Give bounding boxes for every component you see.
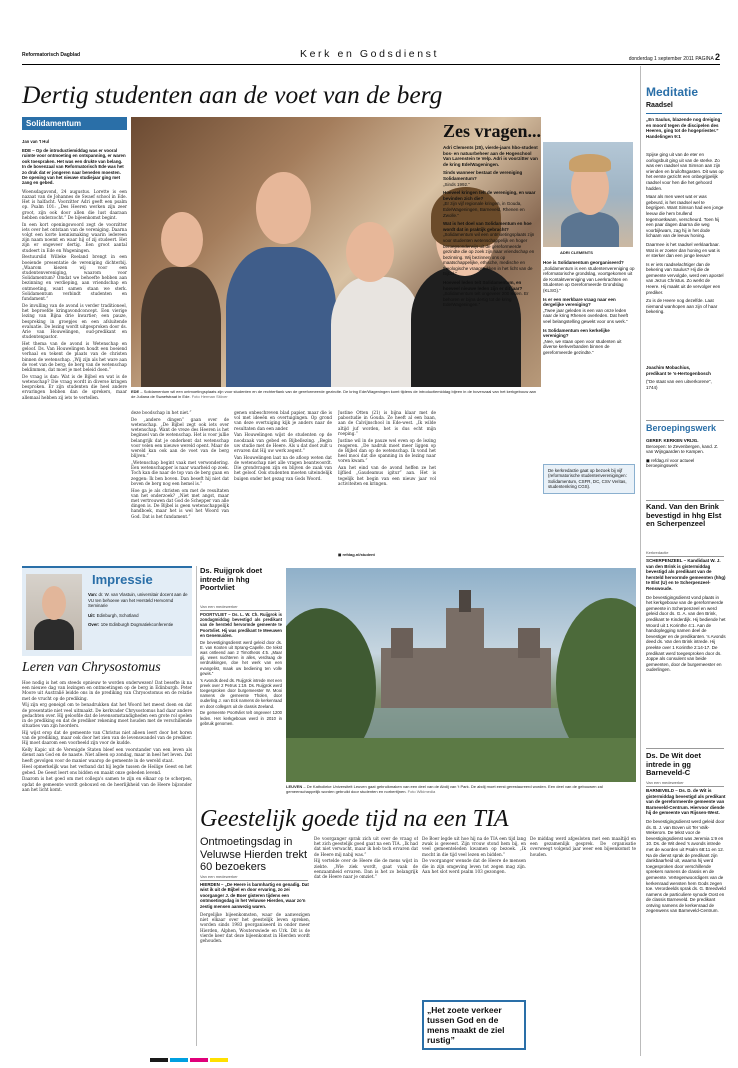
adri-photo-caption: ADRI CLEMENTS: [560, 250, 593, 255]
tia-col-4: [530, 836, 636, 1048]
author-photo: [26, 574, 82, 650]
body-para: deze boodschap in het niet.”: [131, 410, 192, 415]
tia-headline: Geestelijk goede tijd na een TIA: [200, 806, 509, 832]
impressie-over: 10e Edinburgh Dogmatiekconferentie: [100, 622, 174, 627]
impressie-heading: Leren van Chrysostomus: [22, 660, 161, 675]
info-box: De kerkredactie gaat op bezoek bij vijf (reformatorische studentenverenigingen: Solidamentum, CSFR, DC, CSV Veritas, studentenkring CGS).: [543, 464, 635, 494]
body-para: Daarom is het goed om met collega's samen te zijn en elkaar op te scherpen, opdat de gemeente wordt gebouwd en de heerlijkheid van de Heere bijzonder aan het licht komt.: [22, 776, 192, 792]
caption-label: LEUVEN: [286, 784, 303, 789]
abbey-photo: [286, 568, 636, 782]
body-para: Woensdagavond, 24 augustus. Lorette is een nazaat van de Johannes de Swaef school in Ede. Het is halfacht. Voorzitter Adri geeft een psalm op. Psalm 101: „Des Heeren werken zijn zeer groot, zijn ook door allen die lust daaraan hebben onderzocht.” De bijeenkomst begint.: [22, 188, 127, 220]
answer: „Nee, we staan open voor studenten uit diverse kerkverbanden binnen de gereformeerde gezindte.”: [543, 338, 622, 355]
question: Wat is het doel van Solidamentum en hoe wordt dat in praktijk gebracht?: [443, 221, 532, 232]
answer: „Er zijn vijf regionale kringen, in Gouda, Ede/Wageningen, Barneveld, Rhenen en Zwolle.”: [443, 201, 525, 218]
body-para: Maar als men weet wat er was gebeurd, is het raadsel wel te begrijpen. Want Simson had een jonge leeuw die hem brullend tegemoetkwam, verscheurd. Toen hij een paar dagen daarna die weg voorbijkwam, zag hij in het dode lichaam van de leeuw honing.: [646, 194, 724, 239]
masthead-date: [629, 52, 720, 62]
question: Hoeveel leden telt Solidamentum, en hoeveel nieuwe leden zijn er dit jaar?: [443, 280, 523, 291]
brink-body: [646, 558, 726, 743]
tia-col-1: [200, 882, 310, 1050]
dewit-text: De bevestigingsdienst werd geleid door ds. B. J. van Boven uit Ter Valk-Wekerom. De tekst voor de bevestigingsdienst was Jeremia 1:9 en 10. Ds. de Wit deed 's avonds intrede met de woorden uit Psalm 68:11 en 12. Na de dienst sprak de predikant zijn dankbaarheid uit, waarna hij werd toegesproken door verschillende sprekers namens de classis en de gemeente. Vertegenwoordigers van de kerkenraad wensten hem Gods zegen toe. Verordeelds sprak ds. G. Breedveld namens de particuliere synode Oost en de classis Barneveld. De predikant ontving namens de kerkenraad de zegenwens van Barneveld-Centrum.: [646, 818, 726, 914]
body-para: De vraag is dan: Wat is de Bijbel en wat is de wetenschap? Die vraag wordt in diverse kringen besproken. Er zijn studenten die heel andere ervaringen hebben dan de sprekers, maar allemaal hebben zij iets te vertellen.: [22, 373, 127, 400]
body-para: De bevestigingsdienst werd geleid door ds. E. van Kooten uit Sprang-Capelle. De tekst was ontleend aan 2 Timotheüs 4:5. „Maar gij, wees nuchteren in alles, verdraag de verdrukkingen, doe het werk van een evangelist, maak uw bediening ten volle gewis.”: [200, 639, 282, 676]
dewit-headline: Ds. De Wit doet intrede in gg Barneveld-C: [646, 751, 701, 777]
verse-text: „En Saulus, blazende nog dreiging en moord tegen de discipelen des Heeren, ging tot de hogepriester.”: [646, 117, 721, 134]
body-para: Spijse ging uit van de eter en oorlogsbuit ging uit van de sterke. Zo was een raadsel van Simson aan zijn vrienden en bruiloftsgasten. Dit was op het eerste gezicht een onbegrijpelijk raadsel voor hen die het gehoord hadden.: [646, 152, 724, 191]
body-para: De Boer legde uit hoe hij na de TIA een tijd lang zwak is geweest. Zijn vrouw stond hem bij, en veel gemeenteleden kwamen op bezoek. „Ik mocht in die tijd veel lezen en bidden.”: [422, 836, 526, 857]
body-para: Justine wil in de pauze wel even op de lezing reageren. „De nadruk moet meer liggen op de Bijbel dan op de wetenschap. Ik vond het heel mooi dat die spanning in de lezing naar voren kwam.”: [338, 437, 436, 464]
web-link[interactable]: ◼ refdag.nl voor actueel beroepingswerk: [646, 457, 695, 469]
color-bar-m: [190, 1058, 208, 1062]
body-para: De voorganger wensde dat de Heere de mensen die in zijn omgeving leven tot zegen mag zijn. Aan het slot werd psalm 103 gezongen.: [422, 858, 526, 874]
caption-label: EDE: [131, 389, 140, 394]
body-para: „Wetenschap begint vaak met verwondering. Een wetenschapper is naar waarheid op zoek. Toch kan die naar de top van de berg gaan en zeggen: Ik ben boven. Dan beseft hij niet dat boven de berg nog een hemel is.”: [131, 460, 229, 486]
color-bar-k: [150, 1058, 168, 1062]
main-headline: Dertig studenten aan de voet van de berg: [22, 80, 443, 109]
meditatie-title: Meditatie: [646, 85, 699, 99]
church-name: GEREF. KERKEN VRIJG.: [646, 438, 699, 443]
body-para: De „andere dingen” gaan over de wetenschap. „De Bijbel zegt ook iets over wetenschap. Want de vreze des Heeren is het beginsel van de wetenschap. Het is voor jullie belangrijk dat je onderkent dat wetenschap voor velen een nieuwe wereld opent. Maar de wereld kan ook aan de voet van de berg blijven.”: [131, 416, 229, 459]
answer: „Solidamentum telt ongeveer 200 leden. Er behoren er bijna dertig tot de kring Ede/Wageningen.”: [443, 291, 529, 308]
caption-text: Solidamentum wil een ontmoetingsplaats zijn voor studenten en de rechterflank van de gereformeerde gezindte. De kring Ede/Wageningen komt tijdens de introductiemiddag bijeen in de bovenzaal van het kerkgebouw aan de Juliana de Swaefstraat in Ede.: [131, 389, 537, 399]
interview-qa-2: [543, 260, 635, 460]
body-para: Dergelijke bijeenkomsten, waar de aanwezigen niet elkaar over het geestelijk leven spreken, worden sinds 1983 georganiseerd in onder meer Hierden, Alphen, Wouterswiede en Urk. Dit is de vierde keer dat deze bijeenkomst in Hierden wordt gehouden.: [200, 912, 310, 944]
meditatie-author: [646, 365, 724, 390]
main-article-left: [22, 148, 127, 603]
question: Hoeveel kringen telt de vereniging, en waar bevinden zich die?: [443, 190, 536, 201]
page-label: PAGINA: [695, 56, 714, 62]
ruijgrok-dateline: POORTVLIET – Ds. L. W. Ch. Ruijgrok is zondagmiddag bevestigd als predikant van de hersteld hervormde gemeente te Poortvliet. Hij was predikant te Meeuwen en Genemuiden.: [200, 612, 282, 638]
body-para: Hoe ga je als christen om met de resultaten van het onderzoek? „Niet met angst, maar met vertrouwen dat God de Schepper van alle dingen is. De Bijbel is geen wetenschappelijk handboek, maar het is wel het Woord van God. Dat is het fundament.”: [131, 487, 229, 519]
pull-quote: „Het zoete verkeer tussen God en de mens maakt de ziel rustig”: [422, 1000, 526, 1050]
body-para: Aan het eind van de avond heffen ze het lijflied „Gaudeamus igitur” aan. Het is tegelijk het begin van een nieuw jaar vol activiteiten en kringen.: [338, 465, 436, 486]
meditatie-subtitle: Raadsel: [646, 102, 673, 109]
interview-intro: Adri Clements (20), vierde-jaars hbo-student bos- en natuurbeheer aan de Hogeschool Van Larenstein te Velp. Adri is voorzitter van de kring Ede/Wageningen.: [443, 145, 538, 167]
tia-byline: Van een medewerker: [200, 874, 308, 881]
body-para: 's Avonds deed ds. Ruijgrok intrede met een preek over 2 Petrus 1:19. Ds. Ruijgrok werd toegesproken door burgemeester W. Mooi namens de gemeente Tholen, door ouderling J. van Eck namens de kerkenraad en door collega's uit de classis Zeeland.: [200, 677, 282, 709]
article-lead: EDE – Op de introductiemiddag was er vooral ruimte voor ontmoeting en ontspanning, er waren ook toespraken. Het was een drukte van belang. In de bovenzaal van Reformatorisch Ede was het zo druk dat er jongeren naar beneden moesten. De opening van het nieuwe studiejaar ging met zang en gebed.: [22, 148, 126, 186]
abbey-caption: LEUVEN – De Katholieke Universiteit Leuven gaat gebruikmaken van een deel van de Abdij van 't Park. De abdij moet eerst gerestaureerd worden. Een deel van de gebouwen zal gemeenschappelijk worden gebruikt door studenten en norbertijnen. Foto Wikimedia: [286, 784, 603, 794]
brink-text: De bevestigingsdienst vond plaats in het kerkgebouw van de gereformeerde gemeente in Scherpenzeel en werd geleid door ds. G. A. van den Brink, predikant te Kinderdijk. Hij bediende het Woord uit 1 Korinthe 4:1. Aan de handoplegging namen deel de bevestiger en de predikanten. 's Avonds deed ds. Van den Brink intrede. Hij preekte over 1 Korinthe 2:14-17. De predikant werd toegesproken door ds. Joppe als consulent van beide gemeenten, door de burgemeester en ouderlingen.: [646, 594, 726, 673]
meditatie-body: [646, 152, 724, 362]
color-bar-c: [170, 1058, 188, 1062]
question: Sinds wanneer bestaat de vereniging Solidamentum?: [443, 170, 523, 181]
body-para: Is er iets raadselachtiger dan de bekering van Saulus? Hij die de gemeente vervolgde, werd een apostel van Jezus Christus. Zo werkt de Heere. Hij maakt uit de vervolger een prediker.: [646, 261, 724, 295]
body-para: Daarmee is het raadsel verklaarbaar. Wat is er zoeter dan honing en wat is er sterker dan een jonge leeuw?: [646, 241, 720, 259]
byline: Jan van 't Hul: [22, 139, 50, 144]
photo-credit: Foto Wikimedia: [407, 789, 436, 794]
brink-lead: SCHERPENZEEL – Kandidaat W. J. van den Brink is gistermiddag bevestigd als predikant van de hersteld hervormde gemeenten (hhg) te Elst (U) en te Scherpenzeel-Renswoude.: [646, 558, 726, 591]
tia-lead: HIERDEN – „De Heere is barmhartig en genadig. Dat wist ik uit de Bijbel en door ervaring, zo zei voorganger J. de Boer gisteren tijdens een ontmoetingsdag in het Veluwse Hierden, waar zo'n zestig mensen aanwezig waren.: [200, 882, 309, 909]
question: Hoe is Solidamentum georganiseerd?: [543, 260, 624, 265]
body-para: genen onbeschreven blad papier, maar die is vol met ideeën en overtuigingen. Op grond van deze overtuiging kijk je anders naar de resultaten dan een ander.: [234, 410, 332, 431]
photo-caption: EDE – Solidamentum wil een ontmoetingsplaats zijn voor studenten en de rechterflank van de gereformeerde gezindte. De kring Ede/Wageningen komt tijdens de introductiemiddag bijeen in de bovenzaal van het kerkgebouw aan de Juliana de Swaefstraat in Ede. Foto Herman Stöver: [131, 389, 537, 399]
impressie-van: dr. W. van Vlastuin, universitair docent aan de VU ten behoeve van het Hersteld Hervormd Seminarie: [88, 592, 188, 608]
body-para: Zo is de Heere nog dezelfde. Laat niemand wanhopen aan zijn of haar bekering.: [646, 298, 718, 315]
question: Is er een merkbare vraag naar een dergelijke vereniging?: [543, 296, 616, 308]
tia-col-3: [422, 836, 526, 996]
beroepingswerk-title: Beroepingswerk: [646, 423, 717, 433]
interview-title: Zes vragen...: [443, 121, 541, 141]
impressie-uit: Edinburgh, Schotland: [96, 612, 139, 618]
impressie-box: [22, 566, 192, 656]
author-name: Joachim Mobachius,: [646, 365, 691, 370]
body-para: Hij vertelde over de Heere die de mens wijst in ziekte. „Wie ziek wordt, gaat vaak de eenzaamheid ervaren. Dan is het zo belangrijk dat de Heere naar je omziet.”: [314, 858, 418, 880]
ruijgrok-byline: Van een medewerker: [200, 604, 280, 611]
body-para: Wij zijn erg geneigd om te benadrukken dat het Woord het meest doen en dat de presentatie niet veel uitmaakt. De kerkvader Chrysostomus had daar andere gedachten over. Hij geloofde dat de levensomstandigheden een grote rol spelen in de prediking en dat de prediker rekening moet houden met de verschillende situaties van zijn hoorders.: [22, 702, 192, 729]
article-col-2: [131, 410, 229, 560]
dewit-label: Van een medewerker: [646, 780, 724, 787]
impressie-meta: Van: dr. W. van Vlastuin, universitair docent aan de VU ten behoeve van het Hersteld Hervormd Seminarie Uit: Edinburgh, Schotland Over: 10e Edinburgh Dogmatiekconferentie: [88, 592, 188, 627]
question: Is Solidamentum een kerkelijke vereniging?: [543, 327, 610, 339]
body-para: Hoe nodig is het om steeds opnieuw te worden onderwezen! Dat besefte ik na een nieuwe dag van lezingen en ontmoetingen op de berg in Edinburgh. Peter Moore uit Australië leidde ons in de prediking van Chrysostomus en de relatie met de vrucht op de prediking.: [22, 680, 192, 701]
section-tag: Solidamentum: [22, 117, 127, 130]
tia-col-2: [314, 836, 418, 1048]
masthead-rule: [22, 64, 720, 65]
author-note: predikant te 's-Hertogenbosch: [646, 370, 711, 376]
body-para: In een kort openingswoord zegt de voorzitter iets over het ontstaan van de vereniging. Daarna volgt een korte kennismaking waarin iedereen zijn naam noemt en waar hij of zij studeert. Het zijn er ongeveer dertig. Een groot aantal studeert in Ede en Wageningen.: [22, 221, 127, 253]
answer: „Solidamentum is een studentenvereniging op reformatorische grondslag, voortgekomen uit de Kontaktvereniging van Leerkrachten en Studenten op Gereformeerde Grondslag (KLSG).”: [543, 265, 635, 293]
answer: „Twee jaar geleden is een van onze leden naar de kring Rhenen overleden. Dat heeft veel belangstelling gewekt voor ons werk.”: [543, 307, 629, 324]
impressie-body: [22, 680, 192, 1048]
color-bar-y: [210, 1058, 228, 1062]
brink-headline: Kand. Van den Brink bevestigd in hhg Elst en Scherpenzeel: [646, 502, 722, 528]
meditatie-verse: [646, 117, 724, 142]
body-para: De voorganger sprak zich uit over de vraag of het zich geestelijk goed gaat na een TIA. „Ik had dat niet verwacht, maar ik heb toch ervaren dat de Heere mij nabij was.”: [314, 836, 418, 857]
article-col-4: [338, 410, 436, 550]
date-text: donderdag 1 september 2011: [628, 56, 694, 62]
photo-credit: Foto Herman Stöver: [191, 394, 228, 399]
impressie-title: Impressie: [92, 572, 153, 587]
weblink[interactable]: ◼ refdag.nl/student: [338, 552, 375, 557]
answer: „Sinds 1992.”: [443, 181, 470, 187]
body-para: Kelly Kapic uit de Verenigde Staten bleef een voorstander van een leven als dienst aan God en de naaste. Niet alleen op zondag, maar in heel het leven. Dat heeft gevolgen voor de manier waarop de gemeente in de wereld staat.: [22, 747, 192, 763]
caption-text: De Katholieke Universiteit Leuven gaat gebruikmaken van een deel van de Abdij van 't Park. De abdij moet eerst gerestaureerd worden. Een deel van de gebouwen zal gemeenschappelijk worden gebruikt door studenten en norbertijnen.: [286, 784, 603, 794]
page-number: 2: [714, 52, 720, 62]
brink-label: Kerkredactie: [646, 550, 724, 557]
body-para: Bestuurslid Willeke Roeland brengt in een boeiende presentatie de vereniging dichterbij. „Waarom kiezen wij voor een studentenvereniging, waarom voor Solidamentum? Omdat we behoefte hebben aan bezinning en verdieping, aan vriendschap en ontmoeting, want samen staan we sterk. Solidamentum verbindt studenten en fundament.”: [22, 254, 127, 302]
ruijgrok-headline: Ds. Ruijgrok doet intrede in hhg Poortvliet: [200, 566, 263, 592]
body-para: De invulling van de avond is verder traditioneel, het beproefde kringavondconcept. Een vierige lezing van Bijna drie kwartier; een pauze, bespreking in groepjes en een afsluitende evaluatie. De lezing wordt uitgesproken door ds. Arie van Houwelingen, oud-predikant en studentenpastor.: [22, 302, 127, 340]
adri-photo: [543, 142, 633, 247]
answer: „Solidamentum wil een ontmoetingsplaats zijn voor studenten wetenschappelijk en hoger beroepsonderwijs uit de gereformeerde gezindte die op zoek zijn naar vriendschap en bezinning. Wij bezinnen ons op maatschappelijke, ethische, medische en theologische vraagstukken in het licht van de Bijbel.”: [443, 232, 535, 277]
dewit-body: [646, 788, 726, 1043]
body-para: Van Houwelingen wijst de studenten op de noodzaak van gebed en Bijbellezing. „Begin uw studie met de Heere. Als u dat doet zult u ervaren dat Hij uw werk zegent.”: [234, 432, 332, 454]
author-source: (“De staat van een uitverkorene”, 1744): [646, 379, 712, 390]
dewit-lead: BARNEVELD – Ds. D. de Wit is gistermiddag bevestigd als predikant van de gereformeerde gemeente van Barneveld-Centrum. Hiervoor diende hij de gemeente van Rijssen-West.: [646, 788, 726, 816]
verse-ref: Handelingen 9:1: [646, 133, 681, 139]
body-para: Hij wijst erop dat de gemeente van Christus niet alleen leert door het horen van de prediking, maar ook door het zien van de levenswandel van de prediker. Hij moet daarom een voorbeeld zijn voor de kudde.: [22, 730, 192, 746]
interview-qa: [443, 145, 538, 555]
body-para: De gemeente Poortvliet telt ongeveer 1200 leden. Het kerkgebouw werd in 2010 in gebruik genomen.: [200, 710, 282, 726]
masthead-paper: Reformatorisch Dagblad: [22, 52, 81, 58]
beroepingswerk-body: [646, 438, 724, 469]
body-para: Van Houwelingen laat na de afloop weten dat de wetenschap niet alle vragen beantwoordt. Die grondvragen zijn en blijven de zaak van het geloof. Ook studenten moeten uiteindelijk buigen onder het gezag van Gods Woord.: [234, 454, 332, 481]
body-para: Het thema van de avond is Wetenschap en geloof. Ds. Van Houwelingen houdt een boeiend verhaal en tekent de plaats van de christen binnen de wetenschap. „Wij zijn als het ware aan de voet van de berg; de berg van de wetenschap beklimmen, dat moet je met beleid doen.”: [22, 340, 127, 372]
body-para: Justine Otten (21) is bijna klaar met de pabostudie in Gouda. Ze heeft al een baan, aan de Calvijnschool in Ede-west. „Ik wilde altijd juf worden, het is dus echt mijn roeping.”: [338, 410, 436, 436]
tia-subhead: Ontmoetingsdag in Veluwse Hierden trekt 60 bezoekers: [200, 836, 307, 873]
body-para: Heel opmerkelijk was het verband dat hij legde tussen de Heilige Geest en het gebed. De Geest leert ons bidden en maakt onze gebeden levend.: [22, 764, 192, 775]
ruijgrok-body: [200, 612, 282, 782]
call-text: Beroepen: te Zevenbergen, kand. Z. van Wijngaarden te Kampen.: [646, 443, 719, 455]
article-col-3: [234, 410, 332, 560]
body-para: De middag werd afgesloten met een maaltijd en een gezamenlijk gesprek. De organisatie overweegt volgend jaar weer een bijeenkomst te houden.: [530, 836, 636, 857]
masthead-section: Kerk en Godsdienst: [300, 48, 440, 60]
